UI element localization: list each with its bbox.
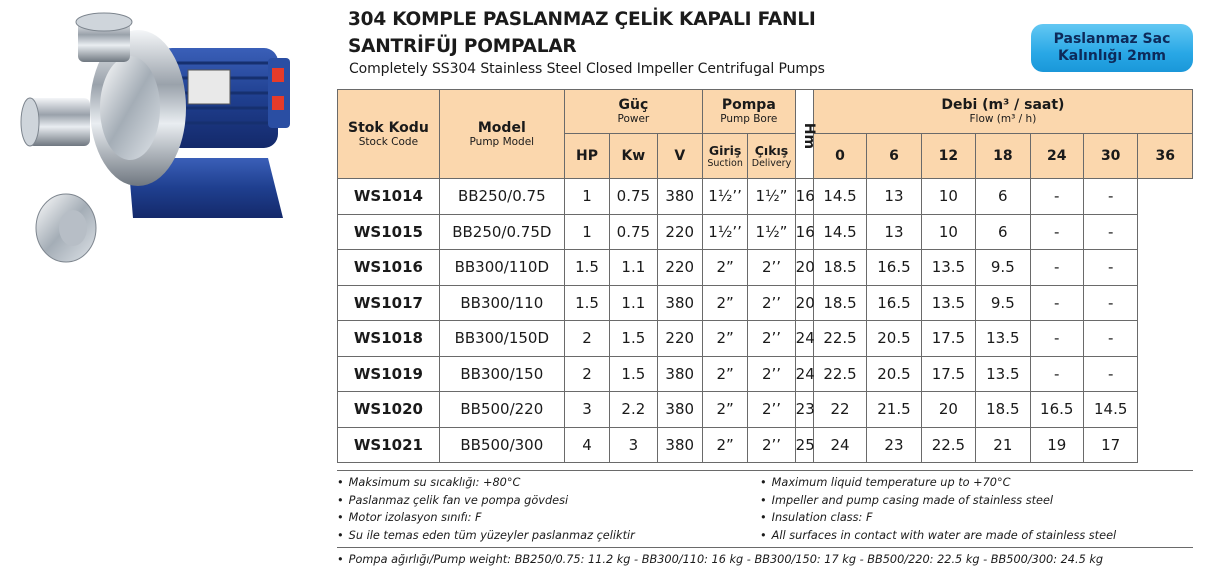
kw-cell: 0.75 <box>610 179 657 215</box>
note-tr-item: • Maksimum su sıcaklığı: +80°C <box>337 474 760 492</box>
header-hp: HP <box>564 134 609 179</box>
inlet-cell: 2” <box>702 285 747 321</box>
stock-code-cell: WS1021 <box>338 427 440 463</box>
flow-head-cell: 25 <box>795 427 813 463</box>
flow-head-cell: 20 <box>795 250 813 286</box>
header-pump-main: Pompa <box>721 97 776 113</box>
flow-head-cell: 6 <box>976 214 1030 250</box>
inlet-cell: 2” <box>702 356 747 392</box>
hp-cell: 1 <box>564 214 609 250</box>
inlet-cell: 2” <box>702 250 747 286</box>
flow-head-cell: - <box>1030 179 1083 215</box>
model-cell: BB250/0.75 <box>439 179 564 215</box>
flow-head-cell: - <box>1083 179 1137 215</box>
flow-head-cell: 16 <box>795 214 813 250</box>
flow-head-cell: 18.5 <box>813 285 866 321</box>
pump-product-image <box>18 8 318 278</box>
inlet-cell: 2” <box>702 427 747 463</box>
flow-head-cell: 13.5 <box>976 356 1030 392</box>
outlet-cell: 2’’ <box>748 392 795 428</box>
badge-line-2: Kalınlığı 2mm <box>1057 48 1167 64</box>
flow-head-cell: 17.5 <box>921 321 975 357</box>
kw-cell: 1.5 <box>610 356 657 392</box>
stock-code-cell: WS1015 <box>338 214 440 250</box>
note-tr-item: • Su ile temas eden tüm yüzeyler paslanmaz çeliktir <box>337 527 760 545</box>
outlet-cell: 2’’ <box>748 427 795 463</box>
flow-head-cell: 23 <box>795 392 813 428</box>
header-pump-sub: Pump Bore <box>720 113 778 125</box>
flow-head-cell: 14.5 <box>813 179 866 215</box>
title-line-1: 304 KOMPLE PASLANMAZ ÇELİK KAPALI FANLI <box>348 9 816 30</box>
flow-head-cell: - <box>1083 250 1137 286</box>
stock-code-cell: WS1020 <box>338 392 440 428</box>
flow-head-cell: 24 <box>795 321 813 357</box>
flow-head-cell: 14.5 <box>813 214 866 250</box>
header-hm <box>795 90 817 179</box>
pump-spec-table <box>337 89 1193 463</box>
header-model-sub: Pump Model <box>469 135 535 148</box>
notes-turkish <box>337 474 760 544</box>
flow-head-cell: - <box>1083 214 1137 250</box>
header-model <box>439 90 564 179</box>
voltage-cell: 220 <box>657 214 702 250</box>
flow-head-cell: - <box>1030 250 1083 286</box>
header-power-main: Güç <box>618 97 649 113</box>
table-row <box>338 321 1193 357</box>
hp-cell: 4 <box>564 427 609 463</box>
flow-head-cell: - <box>1030 356 1083 392</box>
header-stock-code-sub: Stock Code <box>358 135 419 148</box>
flow-head-cell: 17.5 <box>921 356 975 392</box>
header-stock-code-main: Stok Kodu <box>348 119 429 136</box>
model-cell: BB500/300 <box>439 427 564 463</box>
inlet-cell: 1½’’ <box>702 179 747 215</box>
header-model-main: Model <box>477 119 526 136</box>
inlet-cell: 1½’’ <box>702 214 747 250</box>
header-inlet-main: Giriş <box>708 142 742 158</box>
header-flow-main: Debi (m³ / saat) <box>941 97 1065 113</box>
notes-english <box>760 474 1116 544</box>
flow-head-cell: 23 <box>867 427 921 463</box>
note-en-item: • All surfaces in contact with water are made of stainless steel <box>760 527 1116 545</box>
header-power-sub: Power <box>617 113 650 125</box>
header-power <box>564 90 702 134</box>
flow-head-cell: 17 <box>1083 427 1137 463</box>
kw-cell: 1.5 <box>610 321 657 357</box>
flow-head-cell: - <box>1030 321 1083 357</box>
flow-head-cell: 16.5 <box>867 250 921 286</box>
table-row <box>338 427 1193 463</box>
hp-cell: 2 <box>564 321 609 357</box>
page-subtitle: Completely SS304 Stainless Steel Closed Impeller Centrifugal Pumps <box>349 61 825 77</box>
note-tr-item: • Motor izolasyon sınıfı: F <box>337 509 760 527</box>
header-stock-code <box>338 90 440 179</box>
header-flow-sub: Flow (m³ / h) <box>969 113 1037 125</box>
table-row <box>338 250 1193 286</box>
header-v: V <box>657 134 702 179</box>
hp-cell: 2 <box>564 356 609 392</box>
flow-head-cell: 14.5 <box>1083 392 1137 428</box>
flow-head-cell: 19 <box>1030 427 1083 463</box>
flow-head-cell: 10 <box>921 214 975 250</box>
stock-code-cell: WS1016 <box>338 250 440 286</box>
flow-head-cell: 13.5 <box>921 285 975 321</box>
model-cell: BB300/150 <box>439 356 564 392</box>
outlet-cell: 2’’ <box>748 250 795 286</box>
table-row <box>338 285 1193 321</box>
voltage-cell: 380 <box>657 179 702 215</box>
flow-head-cell: 22.5 <box>813 321 866 357</box>
model-cell: BB300/150D <box>439 321 564 357</box>
notes-section <box>337 470 1193 567</box>
flow-head-cell: 24 <box>795 356 813 392</box>
header-flow-24: 24 <box>1030 134 1083 179</box>
inlet-cell: 2” <box>702 321 747 357</box>
flow-head-cell: 20 <box>795 285 813 321</box>
flow-head-cell: 20.5 <box>867 356 921 392</box>
spec-table-body <box>338 179 1193 463</box>
stock-code-cell: WS1018 <box>338 321 440 357</box>
flow-head-cell: 22.5 <box>813 356 866 392</box>
voltage-cell: 380 <box>657 285 702 321</box>
sheet-thickness-badge <box>1031 24 1193 72</box>
hp-cell: 1 <box>564 179 609 215</box>
voltage-cell: 380 <box>657 356 702 392</box>
pump-illustration <box>18 8 318 278</box>
stock-code-cell: WS1014 <box>338 179 440 215</box>
flow-head-cell: 22.5 <box>921 427 975 463</box>
header-outlet-sub: Delivery <box>751 157 792 169</box>
table-row <box>338 392 1193 428</box>
flow-head-cell: 20.5 <box>867 321 921 357</box>
header-inlet <box>702 134 747 179</box>
outlet-cell: 2’’ <box>748 285 795 321</box>
header-flow-0: 0 <box>813 134 866 179</box>
table-row <box>338 179 1193 215</box>
hp-cell: 1.5 <box>564 285 609 321</box>
header-flow-12: 12 <box>921 134 975 179</box>
stock-code-cell: WS1017 <box>338 285 440 321</box>
flow-head-cell: - <box>1083 356 1137 392</box>
table-row <box>338 214 1193 250</box>
flow-head-cell: 16.5 <box>1030 392 1083 428</box>
kw-cell: 1.1 <box>610 285 657 321</box>
header-inlet-sub: Suction <box>707 157 743 169</box>
note-en-item: • Impeller and pump casing made of stainless steel <box>760 492 1116 510</box>
page-title <box>348 6 816 60</box>
flow-head-cell: 13.5 <box>976 321 1030 357</box>
model-cell: BB300/110D <box>439 250 564 286</box>
flow-head-cell: 20 <box>921 392 975 428</box>
title-line-2: SANTRİFÜJ POMPALAR <box>348 36 577 57</box>
flow-head-cell: 18.5 <box>976 392 1030 428</box>
flow-head-cell: 13 <box>867 214 921 250</box>
flow-head-cell: 21.5 <box>867 392 921 428</box>
outlet-cell: 2’’ <box>748 356 795 392</box>
flow-head-cell: 9.5 <box>976 285 1030 321</box>
flow-head-cell: 24 <box>813 427 866 463</box>
flow-head-cell: 18.5 <box>813 250 866 286</box>
flow-head-cell: - <box>1083 321 1137 357</box>
inlet-cell: 2” <box>702 392 747 428</box>
voltage-cell: 220 <box>657 321 702 357</box>
flow-head-cell: 22 <box>813 392 866 428</box>
model-cell: BB250/0.75D <box>439 214 564 250</box>
table-row <box>338 356 1193 392</box>
flow-head-cell: 6 <box>976 179 1030 215</box>
notes-columns <box>337 470 1193 544</box>
kw-cell: 2.2 <box>610 392 657 428</box>
flow-head-cell: 16.5 <box>867 285 921 321</box>
header-pump-bore <box>702 90 795 134</box>
outlet-cell: 1½” <box>748 179 795 215</box>
flow-head-cell: - <box>1030 214 1083 250</box>
pump-weight-note: • Pompa ağırlığı/Pump weight: BB250/0.75: 11.2 kg - BB300/110: 16 kg - BB300/150: 17 kg - BB500/220: 22.5 kg - BB500/300: 24.5 kg <box>337 547 1193 567</box>
header-kw: Kw <box>610 134 657 179</box>
badge-line-1: Paslanmaz Sac <box>1053 31 1171 47</box>
flow-head-cell: 21 <box>976 427 1030 463</box>
header-outlet <box>748 134 795 179</box>
voltage-cell: 220 <box>657 250 702 286</box>
header-flow-18: 18 <box>976 134 1030 179</box>
flow-head-cell: 16 <box>795 179 813 215</box>
hm-label: Hm <box>800 122 817 149</box>
flow-head-cell: 10 <box>921 179 975 215</box>
flow-head-cell: - <box>1083 285 1137 321</box>
note-en-item: • Maximum liquid temperature up to +70°C <box>760 474 1116 492</box>
kw-cell: 3 <box>610 427 657 463</box>
note-tr-item: • Paslanmaz çelik fan ve pompa gövdesi <box>337 492 760 510</box>
flow-head-cell: 9.5 <box>976 250 1030 286</box>
model-cell: BB300/110 <box>439 285 564 321</box>
flow-head-cell: 13 <box>867 179 921 215</box>
note-en-item: • Insulation class: F <box>760 509 1116 527</box>
flow-head-cell: - <box>1030 285 1083 321</box>
outlet-cell: 1½” <box>748 214 795 250</box>
hp-cell: 3 <box>564 392 609 428</box>
stock-code-cell: WS1019 <box>338 356 440 392</box>
header-flow-30: 30 <box>1083 134 1137 179</box>
hp-cell: 1.5 <box>564 250 609 286</box>
header-flow <box>813 90 1192 134</box>
header-flow-6: 6 <box>867 134 921 179</box>
model-cell: BB500/220 <box>439 392 564 428</box>
voltage-cell: 380 <box>657 392 702 428</box>
header-flow-36: 36 <box>1138 134 1193 179</box>
kw-cell: 1.1 <box>610 250 657 286</box>
voltage-cell: 380 <box>657 427 702 463</box>
outlet-cell: 2’’ <box>748 321 795 357</box>
kw-cell: 0.75 <box>610 214 657 250</box>
header-outlet-main: Çıkış <box>754 142 789 158</box>
flow-head-cell: 13.5 <box>921 250 975 286</box>
